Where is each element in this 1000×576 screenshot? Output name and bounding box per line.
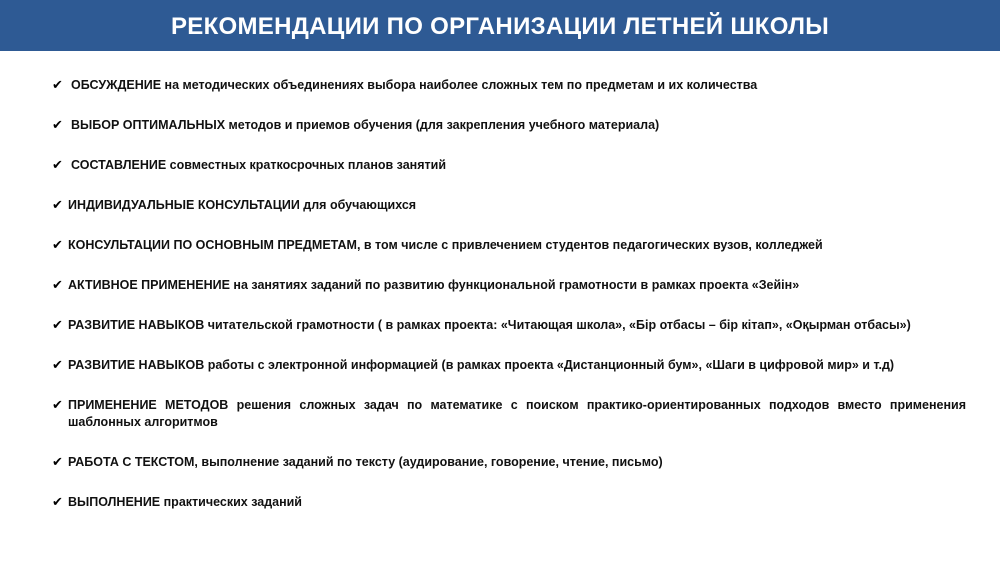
- slide-title: РЕКОМЕНДАЦИИ ПО ОРГАНИЗАЦИИ ЛЕТНЕЙ ШКОЛЫ: [170, 12, 830, 40]
- list-item-text: ПРИМЕНЕНИЕ МЕТОДОВ решения сложных задач по математике с поиском практико-ориентированных подходов вместо применения шаблонных алгоритмов: [68, 398, 967, 429]
- list-item: [52, 397, 966, 431]
- list-item: [52, 117, 966, 134]
- list-item-text: КОНСУЛЬТАЦИИ ПО ОСНОВНЫМ ПРЕДМЕТАМ, в том числе с привлечением студентов педагогических вузов, колледжей: [68, 238, 823, 252]
- list-item-text: ВЫБОР ОПТИМАЛЬНЫХ методов и приемов обучения (для закрепления учебного материала): [71, 118, 660, 132]
- list-item: [52, 454, 966, 471]
- list-item: [52, 317, 966, 334]
- list-item: [52, 157, 966, 174]
- list-item: [52, 277, 966, 294]
- list-item-text: ВЫПОЛНЕНИЕ практических заданий: [68, 495, 302, 509]
- check-mark-icon: ✔: [52, 455, 63, 470]
- list-item-text: АКТИВНОЕ ПРИМЕНЕНИЕ на занятиях заданий по развитию функциональной грамотности в рамках проекта «Зейін»: [68, 278, 800, 292]
- list-item-text: РАЗВИТИЕ НАВЫКОВ читательской грамотности ( в рамках проекта: «Читающая школа», «Бір отбасы – бір кітап», «Оқырман отбасы»): [68, 318, 911, 332]
- recommendations-list: [52, 77, 966, 534]
- list-item-text: РАБОТА С ТЕКСТОМ, выполнение заданий по тексту (аудирование, говорение, чтение, письмо): [68, 455, 663, 469]
- list-item-text: СОСТАВЛЕНИЕ совместных краткосрочных планов занятий: [71, 158, 447, 172]
- list-item-text: РАЗВИТИЕ НАВЫКОВ работы с электронной информацией (в рамках проекта «Дистанционный бум», «Шаги в цифровой мир» и т.д): [68, 358, 895, 372]
- list-item-text: ОБСУЖДЕНИЕ на методических объединениях выбора наиболее сложных тем по предметам и их количества: [71, 78, 758, 92]
- list-item: [52, 494, 966, 511]
- title-banner: [0, 0, 1000, 51]
- check-mark-icon: ✔: [52, 118, 63, 133]
- check-mark-icon: ✔: [52, 278, 63, 293]
- list-item: [52, 357, 966, 374]
- check-mark-icon: ✔: [52, 495, 63, 510]
- check-mark-icon: ✔: [52, 238, 63, 253]
- check-mark-icon: ✔: [52, 158, 63, 173]
- list-item: [52, 197, 966, 214]
- check-mark-icon: ✔: [52, 358, 63, 373]
- list-item-text: ИНДИВИДУАЛЬНЫЕ КОНСУЛЬТАЦИИ для обучающихся: [68, 198, 417, 212]
- list-item: [52, 77, 966, 94]
- check-mark-icon: ✔: [52, 78, 63, 93]
- check-mark-icon: ✔: [52, 198, 63, 213]
- check-mark-icon: ✔: [52, 318, 63, 333]
- check-mark-icon: ✔: [52, 398, 63, 413]
- list-item: [52, 237, 966, 254]
